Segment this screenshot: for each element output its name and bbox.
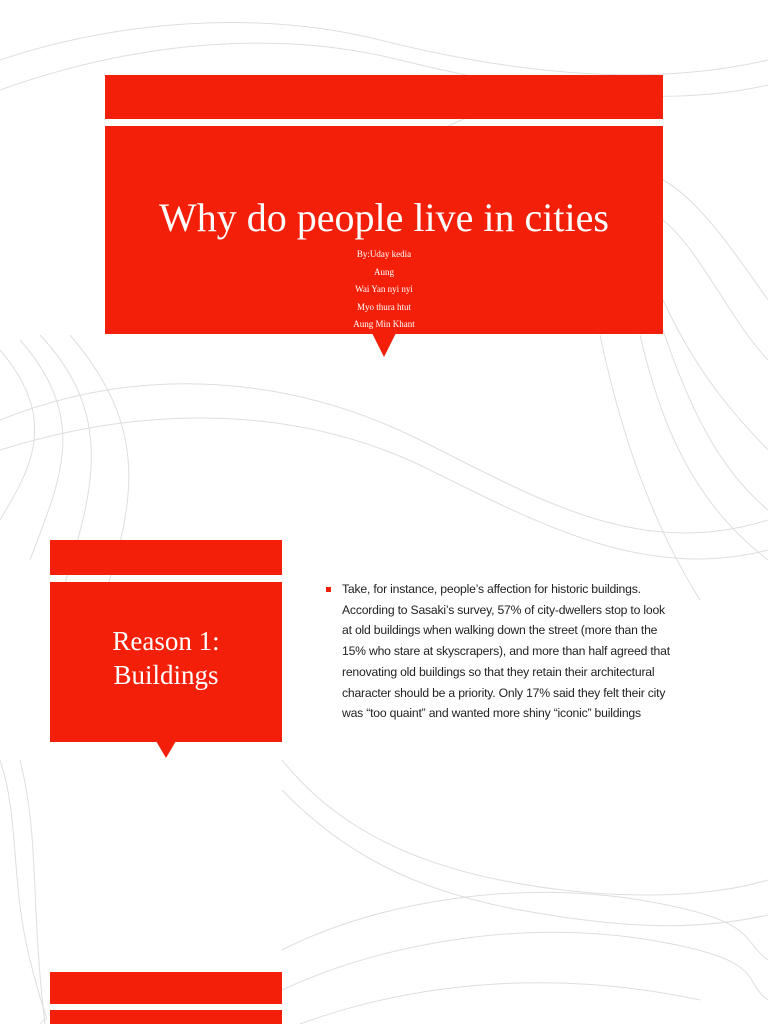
author-name: Wai Yan nyi nyi (355, 284, 413, 294)
bullet-marker-icon (326, 587, 331, 592)
bullet-text-line: renovating old buildings so that they retain their architectural (342, 664, 655, 679)
author-name: Aung (374, 266, 394, 277)
reason-title (50, 624, 282, 692)
title-slide-header-bar (105, 75, 663, 119)
bullet-text-line: at old buildings when walking down the street (more than the (342, 623, 658, 638)
slide-title: Why do people live in cities (159, 195, 609, 240)
author-list (105, 246, 663, 334)
author-name: By:Uday kedia (356, 249, 412, 259)
reason-title-line: Reason 1: (112, 626, 220, 656)
reason-slide-pointer (156, 741, 176, 758)
author-name: Aung Min Khant (353, 319, 415, 329)
bullet-text-line: Take, for instance, people’s affection for historic buildings. (342, 582, 641, 596)
bullet-text-line: character should be a priority. Only 17% said they felt their city (342, 685, 666, 700)
title-slide-pointer (372, 333, 396, 357)
bullet-text-line: 15% who stare at skyscrapers), and more than half agreed that (342, 644, 670, 659)
next-slide-header-bar (50, 972, 282, 1004)
bullet-text-line: According to Sasaki’s survey, 57% of city-dwellers stop to look (342, 602, 665, 617)
next-slide-panel (50, 1010, 282, 1024)
reason-slide-header-bar (50, 540, 282, 575)
author-name: Myo thura htut (357, 301, 411, 312)
bullet-text-line: was “too quaint” and wanted more shiny “iconic” buildings (342, 706, 641, 721)
reason-title-line: Buildings (113, 660, 219, 690)
bullet-paragraph (328, 579, 728, 724)
